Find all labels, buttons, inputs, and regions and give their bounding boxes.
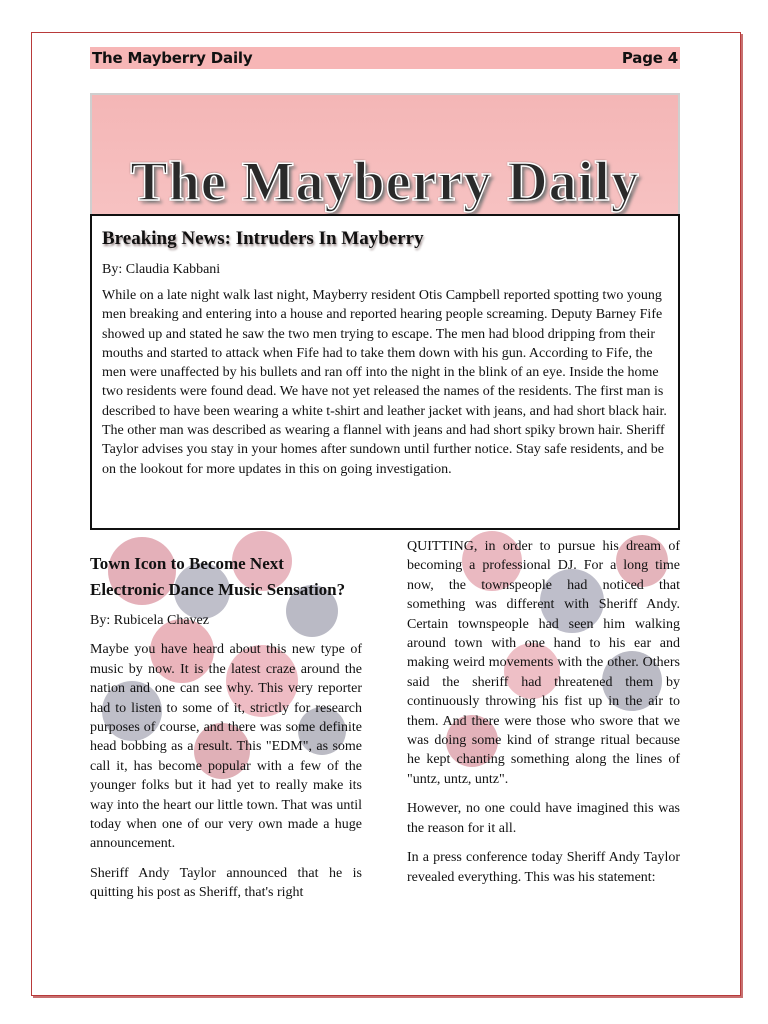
running-header-title: The Mayberry Daily <box>92 49 253 67</box>
edm-article-paragraph: Maybe you have heard about this new type of music by now. It is the latest craze around the nation and one can see why. This very reporter had to listen to some of it, strictly for research purposes of course, and there was some definite head bobbing as a result. This "EDM", as some call it, has become popular with a few of the younger folks but it had yet to really make its way into the heart our little town. That was until today when one of our very own made a huge announcement. <box>90 642 362 852</box>
edm-article-paragraph: In a press conference today Sheriff Andy Taylor revealed everything. This was his statement: <box>407 850 680 885</box>
edm-article-byline: By: Rubicela Chavez <box>90 613 209 628</box>
edm-article-paragraph: Sheriff Andy Taylor announced that he is quitting his post as Sheriff, that's right <box>90 865 362 901</box>
running-header <box>90 47 680 69</box>
edm-article-paragraph: However, no one could have imagined this was the reason for it all. <box>407 801 680 836</box>
edm-article-right-column <box>407 537 680 897</box>
breaking-news-body: While on a late night walk last night, Mayberry resident Otis Campbell reported spotting two young men breaking and entering into a house and reported hearing people screaming. Deputy Barney Fife showed up and stated he saw the two men trying to escape. The men had blood dripping from their mouths and started to attack when Fife had to take them down with his gun. According to Fife, the men were unaffected by his bullets and ran off into the night in the blink of an eye. Inside the home two residents were found dead. We have not yet released the names of the residents. The first man is described to have been wearing a white t-shirt and leather jacket with jeans, and had short black hair. The other man was described as wearing a flannel with jeans and had short spiky brown hair. Sheriff Taylor advises you stay in your homes after sundown until further notice. Stay safe residents, and be on the lookout for more updates in this on going investigation. <box>102 288 667 477</box>
breaking-news-byline: By: Claudia Kabbani <box>102 262 221 277</box>
breaking-news-headline: Breaking News: Intruders In Mayberry <box>102 228 424 249</box>
edm-article-paragraph: QUITTING, in order to pursue his dream of becoming a professional DJ. For a long time now, the townspeople had noticed that something was different with Sheriff Andy. Certain townspeople had seen him walking around town with one hand to his ear and making weird movements with the other. Others said the sheriff had threatened them by continuously throwing his fist up in the air to them. And there were those who swore that we was doing some kind of strange ritual because he kept chanting something along the lines of "untz, untz, untz". <box>407 539 680 787</box>
edm-article-left-column <box>90 551 362 913</box>
breaking-news-box <box>90 214 680 530</box>
masthead <box>90 93 680 218</box>
newspaper-page <box>31 32 741 996</box>
edm-article-title: Town Icon to Become Next Electronic Dance Music Sensation? <box>90 554 346 599</box>
masthead-title: The Mayberry Daily <box>130 151 640 213</box>
page-number: Page 4 <box>621 49 678 67</box>
